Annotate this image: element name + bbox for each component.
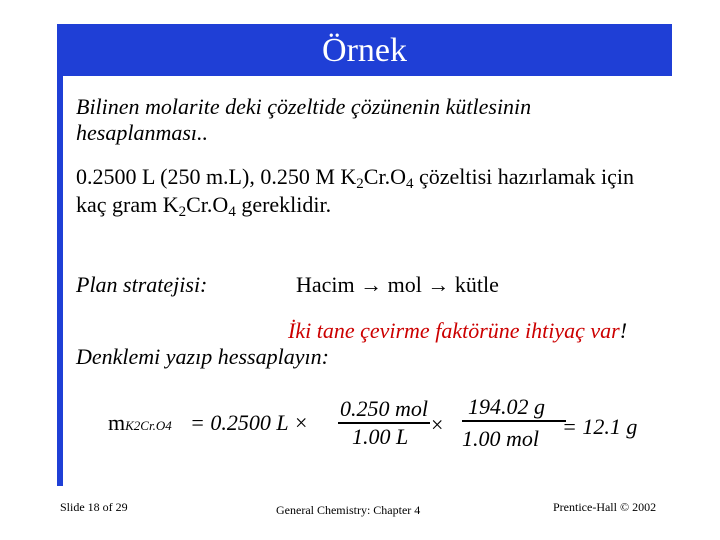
subscript-2: 2 (356, 176, 364, 192)
problem-text-1a: 0.2500 L (250 m.L), 0.250 M K (76, 164, 357, 189)
note-text: İki tane çevirme faktörüne ihtiyaç var (288, 318, 620, 343)
fraction1-denominator: 1.00 L (352, 424, 409, 449)
problem-line-2 (76, 192, 331, 225)
fraction2-numerator: 194.02 g (468, 394, 545, 419)
intro-line-1: Bilinen molarite deki çözeltide çözünenin kütlesinin (76, 94, 532, 119)
fraction2-denominator: 1.00 mol (462, 426, 539, 451)
times-sign: × (431, 412, 444, 437)
instruction-line: Denklemi yazıp hessaplayın: (76, 344, 329, 369)
intro-line-2: hesaplanması.. (76, 120, 208, 145)
subscript-4: 4 (405, 176, 414, 192)
equation-result: = 12.1 g (562, 414, 638, 439)
slide-number: Slide 18 of 29 (60, 500, 128, 514)
problem-text-1b: Cr.O (363, 164, 406, 189)
slide-title: Örnek (322, 32, 407, 69)
publisher: Prentice-Hall © 2002 (553, 500, 657, 514)
fraction1-numerator: 0.250 mol (340, 396, 428, 421)
left-accent-bar (57, 24, 63, 486)
note-exclamation: ! (619, 318, 628, 343)
note-line (288, 318, 627, 344)
plan-steps: Hacim → mol → kütle (296, 272, 499, 297)
equation-lhs (108, 410, 172, 436)
problem-text-2c: gereklidir. (235, 192, 332, 217)
problem-text-1c: çözeltisi hazırlamak için (413, 164, 634, 189)
mass-symbol: m (108, 410, 126, 435)
plan-label: Plan stratejisi: (76, 272, 208, 297)
title-bar (57, 24, 672, 76)
problem-text-2a: kaç gram K (76, 192, 179, 217)
problem-text-2b: Cr.O (186, 192, 229, 217)
course-name: General Chemistry: Chapter 4 (276, 503, 421, 517)
equation-volume: = 0.2500 L × (190, 410, 309, 435)
fraction2-line (462, 420, 566, 422)
subscript-2b: 2 (178, 204, 187, 220)
mass-subscript: K2Cr.O4 (125, 418, 172, 433)
subscript-4b: 4 (228, 204, 236, 220)
